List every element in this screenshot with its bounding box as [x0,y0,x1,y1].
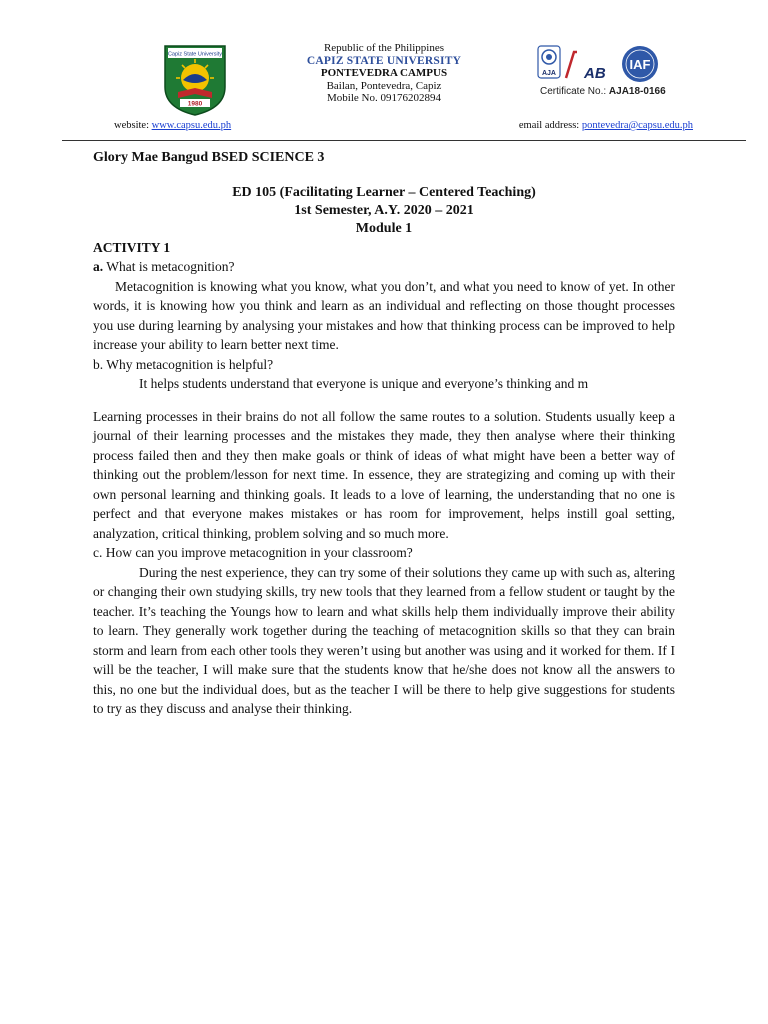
question-b: b. Why metacognition is helpful? [93,356,274,372]
module-line: Module 1 [355,220,413,236]
semester-line: 1st Semester, A.Y. 2020 – 2021 [294,202,474,218]
svg-text:Capiz State University: Capiz State University [167,51,223,58]
course-title: ED 105 (Facilitating Learner – Centered Teaching) [232,184,536,200]
question-c: c. How can you improve metacognition in your classroom? [93,545,413,560]
answer-c: During the nest experience, they can try some of their solutions they came up with such as, altering or changing their own studying skills, try new tools that they learned from a fellow student or taught by the teacher. It’s teaching the Youngs how to learn and what skills help them individually improve their ability to learn. They generally work together during the teaching of metacognition skills so that they can brain storm and learn from each other tools they weren’t using but another was using and it worked for them. If I will be the teacher, I will make sure that the students know that he/she does not know all the answers to this, no one but the individual does, but as the teacher I will be there to help give suggestions for students to try as they discuss and analyse their thinking. [93,564,675,716]
answer-b-paragraph: Learning processes in their brains do not all follow the same routes to a solution. Students usually keep a journal of their learning processes and the mistakes they made, they then analyse where their thinking process failed then and they then make goals or think of ideas of what might have been a better way of thinking out the problem/lesson for next time. In essence, they are strategizing and coming up with their own personal learning and thinking goals. It leads to a love of learning, the understanding that no one is perfect and that everyone makes mistakes or has room for improvement, helps instill goal setting, analyzation, critical thinking, problem solving and so much more. [93,408,675,541]
campus-name: PONTEVEDRA CAMPUS [320,67,448,79]
course-heading [93,184,675,238]
activity-heading: ACTIVITY 1 [93,239,171,255]
republic-line: Republic of the Philippines [323,42,445,54]
university-seal-logo [160,42,230,117]
question-a: a. What is metacognition? [93,259,235,274]
svg-text:1980: 1980 [187,100,203,108]
document-body [93,148,675,719]
svg-text:AJA: AJA [541,70,557,77]
address-line: Bailan, Pontevedra, Capiz [326,79,442,92]
website-link[interactable]: www.capsu.edu.ph [151,120,232,131]
svg-text:AB: AB [584,65,606,82]
mobile-line: Mobile No. 09176202894 [327,92,441,104]
university-address-block [250,42,518,105]
website-row: website: www.capsu.edu.ph [114,120,232,131]
letterhead [0,0,768,145]
svg-text:IAF: IAF [629,57,651,72]
answer-a: Metacognition is knowing what you know, what you don’t, and what you need to know of yet. In other words, it is knowing how you think and learn as an individual and reflecting on those thought processes you use during learning by analysing your mistakes and how that thinking process can be improved to help increase your ability to learn better next time. [93,278,675,352]
certificate-number: Certificate No.: AJA18-0166 [540,86,666,97]
email-row: email address: pontevedra@capsu.edu.ph [518,120,693,131]
email-link[interactable]: pontevedra@capsu.edu.ph [581,120,693,131]
header-divider [62,140,746,141]
answer-b-first-line: It helps students understand that everyone is unique and everyone’s thinking and m [139,376,589,391]
university-name: CAPIZ STATE UNIVERSITY [306,54,462,67]
author-line: Glory Mae Bangud BSED SCIENCE 3 [93,150,325,165]
